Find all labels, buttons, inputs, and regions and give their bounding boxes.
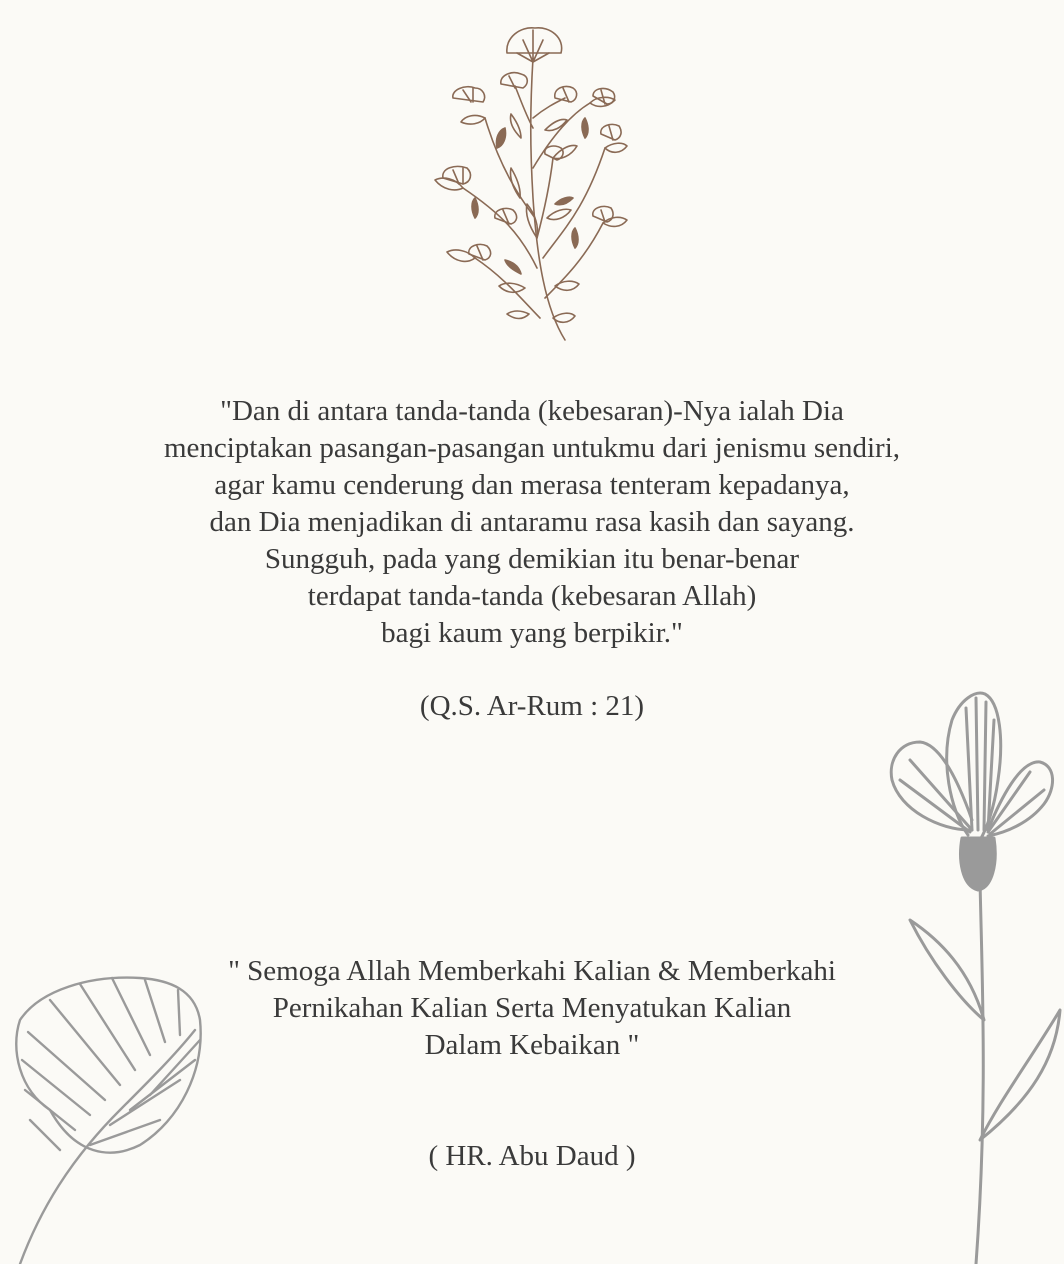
verse-reference: (Q.S. Ar-Rum : 21) [419,690,645,722]
quran-verse [60,393,1004,652]
prayer-line: Pernikahan Kalian Serta Menyatukan Kalian [272,992,792,1024]
verse-line: menciptakan pasangan-pasangan untukmu dari jenismu sendiri, [163,432,901,464]
verse-line: terdapat tanda-tanda (kebesaran Allah) [307,580,757,612]
hadith-reference: ( HR. Abu Daud ) [428,1140,636,1172]
verse-line: agar kamu cenderung dan merasa tenteram kepadanya, [214,469,850,501]
verse-line: dan Dia menjadikan di antaramu rasa kasih dan sayang. [209,506,855,538]
prayer-line: Dalam Kebaikan " [424,1029,640,1061]
prayer-line: " Semoga Allah Memberkahi Kalian & Memberkahi [228,955,836,987]
floral-sprig-icon [425,18,640,348]
prayer-text [112,953,952,1064]
verse-line: bagi kaum yang berpikir." [381,617,683,649]
verse-line: "Dan di antara tanda-tanda (kebesaran)-Nya ialah Dia [220,395,844,427]
verse-line: Sungguh, pada yang demikian itu benar-benar [264,543,800,575]
